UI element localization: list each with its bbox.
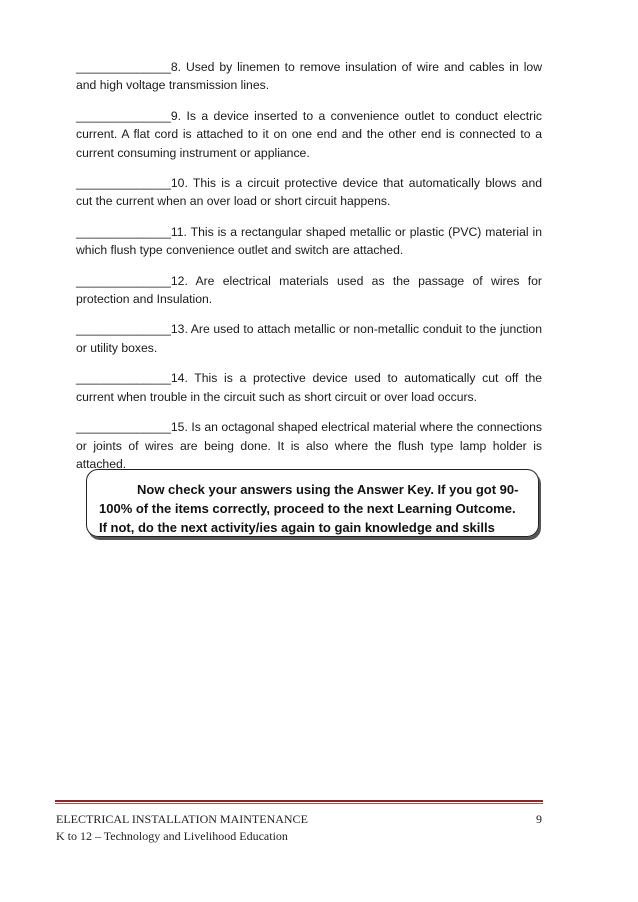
question-14 — [76, 369, 542, 406]
answer-blank: ______________ — [76, 176, 171, 191]
answer-key-notice-box — [86, 469, 539, 537]
question-8 — [76, 58, 542, 95]
question-10 — [76, 174, 542, 211]
answer-blank: ______________ — [76, 273, 171, 288]
answer-blank: ______________ — [76, 108, 171, 123]
answer-blank: ______________ — [76, 371, 171, 386]
footer-subtitle-row — [56, 829, 542, 844]
footer-rule — [55, 800, 543, 802]
question-text: 14. This is a protective device used to automatically cut off the current when trouble in the circuit such as short circuit or over load occurs. — [76, 371, 542, 404]
answer-blank: ______________ — [76, 224, 171, 239]
question-9 — [76, 107, 542, 162]
footer-rule-thin — [55, 803, 543, 804]
question-text: 8. Used by linemen to remove insulation of wire and cables in low and high voltage transmission lines. — [76, 60, 542, 93]
question-11 — [76, 223, 542, 260]
question-text: 15. Is an octagonal shaped electrical material where the connections or joints of wires are being done. It is also where the flush type lamp holder is attached. — [76, 420, 542, 471]
footer-subtitle: K to 12 – Technology and Livelihood Education — [56, 829, 288, 843]
question-text: 10. This is a circuit protective device that automatically blows and cut the current when an over load or short circuit happens. — [76, 176, 542, 209]
answer-blank: ______________ — [76, 420, 171, 435]
question-list — [76, 58, 542, 485]
question-text: 11. This is a rectangular shaped metallic or plastic (PVC) material in which flush type convenience outlet and switch are attached. — [76, 224, 542, 258]
question-12 — [76, 272, 542, 309]
question-text: 9. Is a device inserted to a convenience outlet to conduct electric current. A flat cord is attached to it on one end and the other end is connected to a current consuming instrument or appliance. — [76, 108, 542, 160]
footer-title: ELECTRICAL INSTALLATION MAINTENANCE — [56, 812, 308, 826]
notice-text: Now check your answers using the Answer Key. If you got 90-100% of the items correctly, proceed to the next Learning Outcome. If not, do the next activity/ies again to gain knowledge and skills — [99, 482, 519, 535]
question-text: 12. Are electrical materials used as the passage of wires for protection and Insulation. — [76, 273, 542, 307]
answer-blank: ______________ — [76, 322, 171, 337]
footer-title-row — [56, 812, 542, 827]
question-text: 13. Are used to attach metallic or non-metallic conduit to the junction or utility boxes. — [76, 322, 542, 355]
question-15 — [76, 418, 542, 473]
answer-blank: ______________ — [76, 60, 171, 74]
question-13 — [76, 320, 542, 357]
page-number: 9 — [536, 812, 542, 826]
